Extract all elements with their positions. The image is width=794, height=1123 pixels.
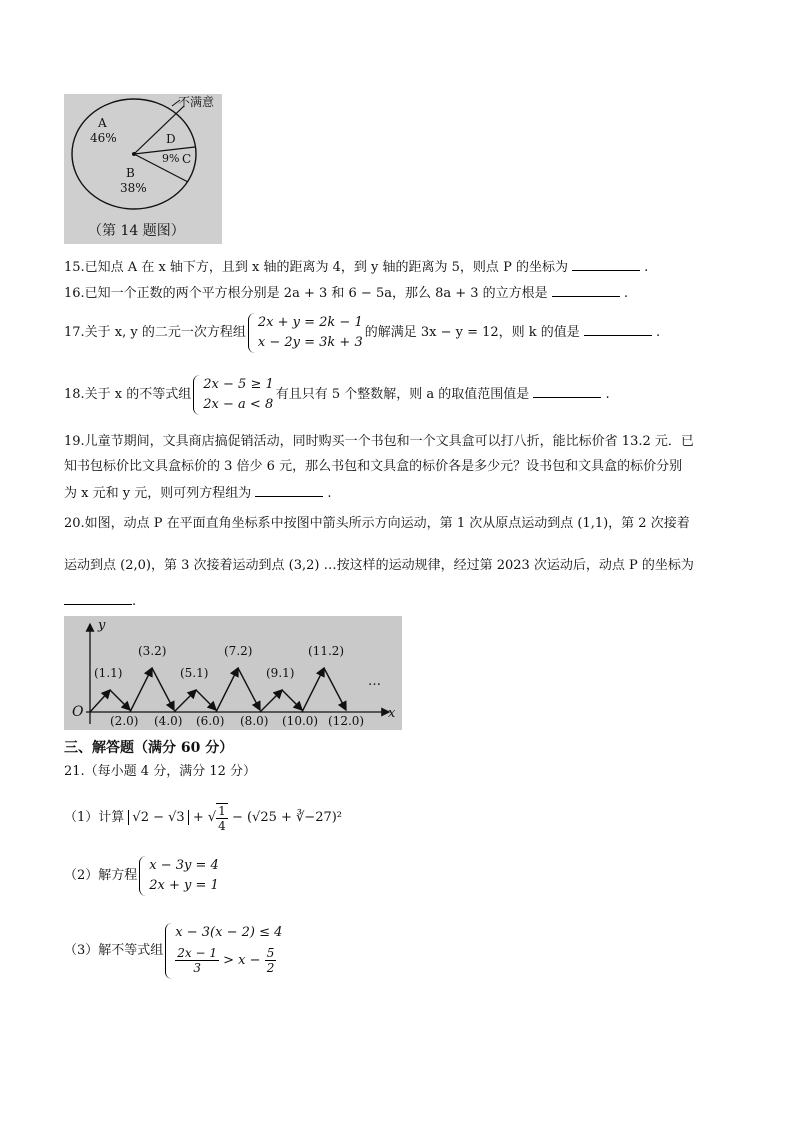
q17-eq1: 2x + y = 2k − 1 bbox=[257, 314, 363, 330]
q15-text: 15.已知点 A 在 x 轴下方，且到 x 轴的距离为 4，到 y 轴的距离为 5，则点 P 的坐标为 bbox=[64, 260, 568, 275]
point-label: (8.0) bbox=[240, 714, 269, 728]
slice-b-pct: 38% bbox=[120, 181, 147, 195]
q19-line2: 知书包标价比文具盒标价的 3 倍少 6 元，那么书包和文具盒的标价各是多少元？设书包和文具盒的标价分别 bbox=[64, 459, 683, 474]
point-label: (7.2) bbox=[224, 644, 253, 658]
x-axis-label: x bbox=[388, 706, 396, 721]
q18-answer-blank[interactable] bbox=[533, 383, 601, 398]
p3-frac2 bbox=[265, 946, 277, 975]
q18-post: 有且只有 5 个整数解，则 a 的取值范围值是 bbox=[275, 387, 530, 402]
question-15 bbox=[64, 256, 648, 278]
p1-frac-den: 4 bbox=[218, 818, 226, 833]
p3-mid: > x − bbox=[223, 952, 261, 968]
question-18 bbox=[64, 373, 610, 417]
question-17 bbox=[64, 311, 660, 355]
point-label: (12.0) bbox=[328, 714, 365, 728]
q15-end: . bbox=[644, 260, 649, 275]
y-axis-label: y bbox=[98, 618, 106, 633]
point-label: (5.1) bbox=[180, 666, 209, 680]
q21-part3 bbox=[64, 918, 284, 984]
p3-eq1: x − 3(x − 2) ≤ 4 bbox=[175, 924, 283, 940]
q19-line1: 19.儿童节期间，文具商店搞促销活动，同时购买一个书包和一个文具盒可以打八折，能比标价省 13.2 元．已 bbox=[64, 434, 694, 449]
point-label: (4.0) bbox=[154, 714, 183, 728]
slice-a-pct: 46% bbox=[90, 131, 117, 145]
p1-abs-expr: √2 − √3 bbox=[128, 810, 188, 825]
p2-eq2: 2x + y = 1 bbox=[149, 877, 219, 893]
slice-a-label: A bbox=[98, 116, 107, 130]
slice-c-pct: 9% bbox=[162, 152, 180, 165]
point-label: (1.1) bbox=[94, 666, 123, 680]
p2-system bbox=[139, 856, 219, 896]
q20-line2: 运动到点 (2,0)，第 3 次接着运动到点 (3,2) …按这样的运动规律，经过第 2023 次运动后，动点 P 的坐标为 bbox=[64, 558, 694, 573]
p3-frac1 bbox=[175, 946, 219, 975]
p3-label: （3）解不等式组 bbox=[64, 943, 164, 958]
question-19-line3 bbox=[64, 482, 332, 504]
zigzag-figure bbox=[64, 616, 402, 730]
p2-eq1: x − 3y = 4 bbox=[149, 857, 219, 873]
q16-answer-blank[interactable] bbox=[552, 282, 620, 297]
q20-line1: 20.如图，动点 P 在平面直角坐标系中按图中箭头所示方向运动，第 1 次从原点运动到点 (1,1)，第 2 次接着 bbox=[64, 516, 690, 531]
point-label: (3.2) bbox=[138, 644, 167, 658]
q18-pre: 18.关于 x 的不等式组 bbox=[64, 387, 192, 402]
question-20-line3 bbox=[64, 590, 136, 612]
p3-frac1-den: 3 bbox=[193, 960, 201, 975]
q17-system bbox=[248, 313, 363, 353]
question-16 bbox=[64, 282, 628, 304]
q19-end: . bbox=[327, 486, 332, 501]
p2-label: （2）解方程 bbox=[64, 868, 138, 883]
q18-system bbox=[193, 375, 273, 415]
q16-end: . bbox=[623, 286, 628, 301]
q17-eq2: x − 2y = 3k + 3 bbox=[257, 334, 363, 350]
q20-end: . bbox=[132, 594, 137, 609]
point-label: (2.0) bbox=[110, 714, 139, 728]
point-label: (6.0) bbox=[196, 714, 225, 728]
p1-rest: − (√25 + ∛−27)² bbox=[231, 810, 343, 825]
q17-post: 的解满足 3x − y = 12，则 k 的值是 bbox=[364, 325, 580, 340]
point-label: (11.2) bbox=[308, 644, 345, 658]
q19-answer-blank[interactable] bbox=[255, 482, 323, 497]
point-label: (10.0) bbox=[282, 714, 319, 728]
p1-label: （1）计算 bbox=[64, 810, 125, 825]
figure-caption: （第 14 题图） bbox=[88, 223, 185, 239]
q15-answer-blank[interactable] bbox=[572, 256, 640, 271]
point-label: (9.1) bbox=[266, 666, 295, 680]
q18-eq2: 2x − a < 8 bbox=[203, 396, 274, 412]
p3-frac2-num: 5 bbox=[266, 945, 275, 960]
p3-frac1-num: 2x − 1 bbox=[177, 945, 218, 960]
q21-header: 21.（每小题 4 分，满分 12 分） bbox=[64, 764, 257, 779]
label-unsatisfied: 不满意 bbox=[178, 95, 215, 109]
q18-end: . bbox=[605, 387, 610, 402]
section-3-title: 三、解答题（满分 60 分） bbox=[64, 740, 234, 756]
p3-system bbox=[165, 923, 282, 979]
q21-part1 bbox=[64, 800, 342, 836]
p3-frac2-den: 2 bbox=[266, 960, 275, 975]
p1-plus-sqrt: + √ bbox=[192, 810, 217, 825]
continuation-dots: … bbox=[368, 674, 381, 689]
q19-line3-text: 为 x 元和 y 元，则可列方程组为 bbox=[64, 486, 252, 501]
q18-eq1: 2x − 5 ≥ 1 bbox=[203, 376, 274, 392]
q16-text: 16.已知一个正数的两个平方根分别是 2a + 3 和 6 − 5a，那么 8a + 3 的立方根是 bbox=[64, 286, 548, 301]
origin-label: O bbox=[72, 704, 84, 720]
q17-answer-blank[interactable] bbox=[584, 321, 652, 336]
slice-c-label: C bbox=[182, 152, 192, 166]
pie-figure bbox=[64, 94, 222, 244]
slice-b-label: B bbox=[126, 166, 135, 180]
q17-end: . bbox=[655, 325, 661, 340]
p1-frac-num: 1 bbox=[218, 803, 226, 818]
q20-answer-blank[interactable] bbox=[64, 590, 132, 605]
q21-part2 bbox=[64, 854, 221, 898]
slice-d-label: D bbox=[166, 132, 176, 146]
q17-pre: 17.关于 x, y 的二元一次方程组 bbox=[64, 325, 246, 340]
p1-fraction bbox=[216, 803, 228, 833]
